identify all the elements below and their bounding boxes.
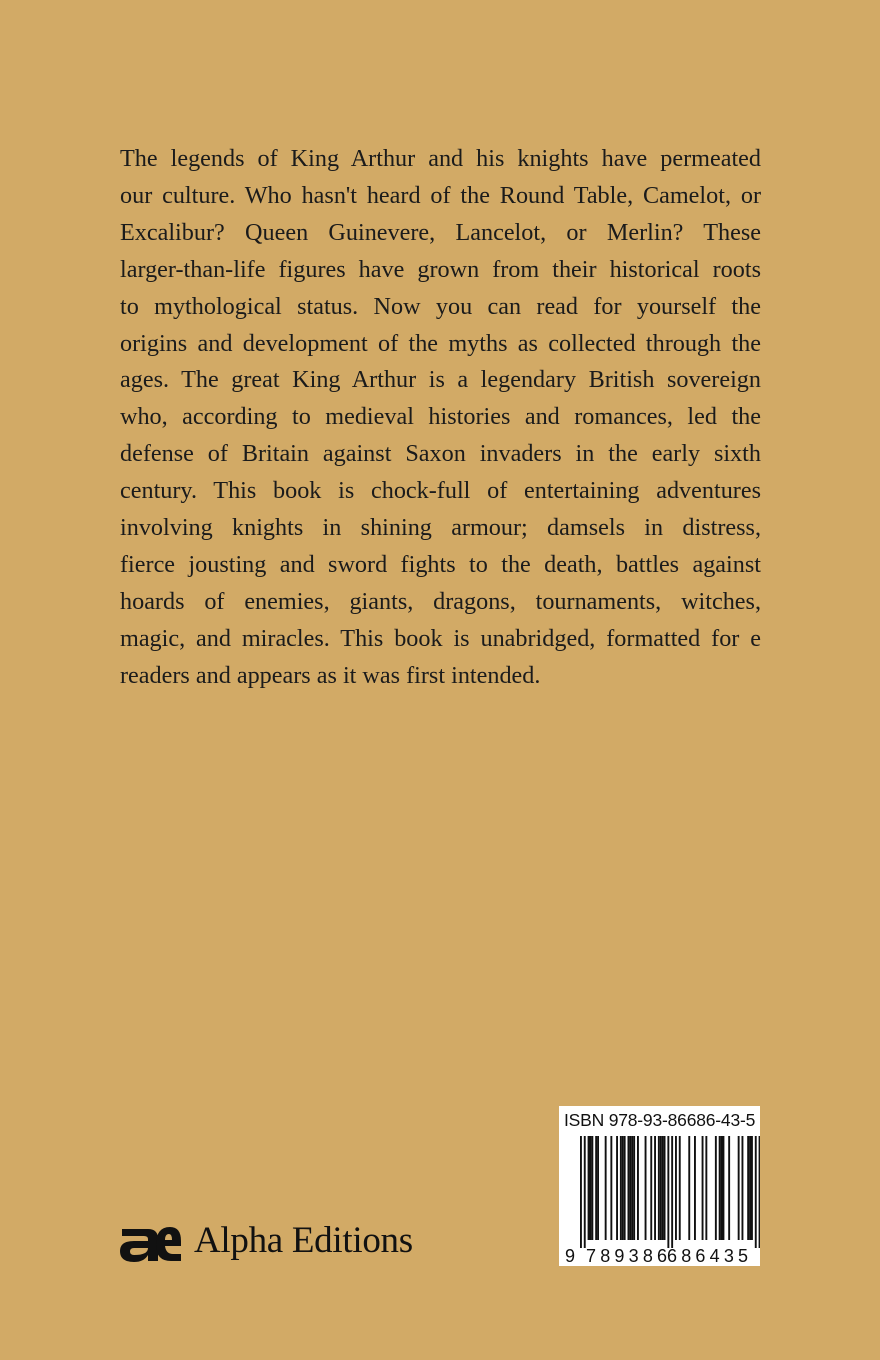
blurb-line: larger-than-life figures have grown from their historical roots xyxy=(120,255,761,283)
back-cover-blurb xyxy=(120,141,761,695)
blurb-line: ages. The great King Arthur is a legendary British sovereign xyxy=(120,366,761,394)
blurb-line: magic, and miracles. This book is unabridged, formatted for e xyxy=(120,624,761,652)
blurb-line: to mythological status. Now you can read for yourself the xyxy=(120,292,761,320)
barcode-first-digit: 9 xyxy=(565,1246,576,1266)
blurb-line: readers and appears as it was first intended. xyxy=(120,661,541,689)
barcode-right-digits: 686435 xyxy=(667,1246,753,1266)
blurb-line: hoards of enemies, giants, dragons, tournaments, witches, xyxy=(120,587,761,615)
blurb-line: who, according to medieval histories and romances, led the xyxy=(120,403,761,431)
blurb-line: fierce jousting and sword fights to the death, battles against xyxy=(120,550,761,578)
blurb-line: Excalibur? Queen Guinevere, Lancelot, or Merlin? These xyxy=(120,218,761,246)
publisher-name: Alpha Editions xyxy=(194,1219,413,1261)
publisher-logo xyxy=(118,1214,413,1266)
blurb-line: defense of Britain against Saxon invaders in the early sixth xyxy=(120,440,761,468)
blurb-line: origins and development of the myths as collected through the xyxy=(120,329,761,357)
blurb-line: our culture. Who hasn't heard of the Round Table, Camelot, or xyxy=(120,181,761,209)
ae-ligature-logo-icon xyxy=(118,1215,182,1265)
barcode-digits xyxy=(559,1106,760,1266)
blurb-line: involving knights in shining armour; damsels in distress, xyxy=(120,514,761,542)
isbn-barcode xyxy=(559,1106,760,1266)
blurb-line: The legends of King Arthur and his knights have permeated xyxy=(120,145,761,172)
isbn-label: ISBN 978-93-86686-43-5 xyxy=(564,1110,756,1130)
barcode-left-digits: 789386 xyxy=(586,1246,672,1266)
blurb-line: century. This book is chock-full of entertaining adventures xyxy=(120,477,761,505)
